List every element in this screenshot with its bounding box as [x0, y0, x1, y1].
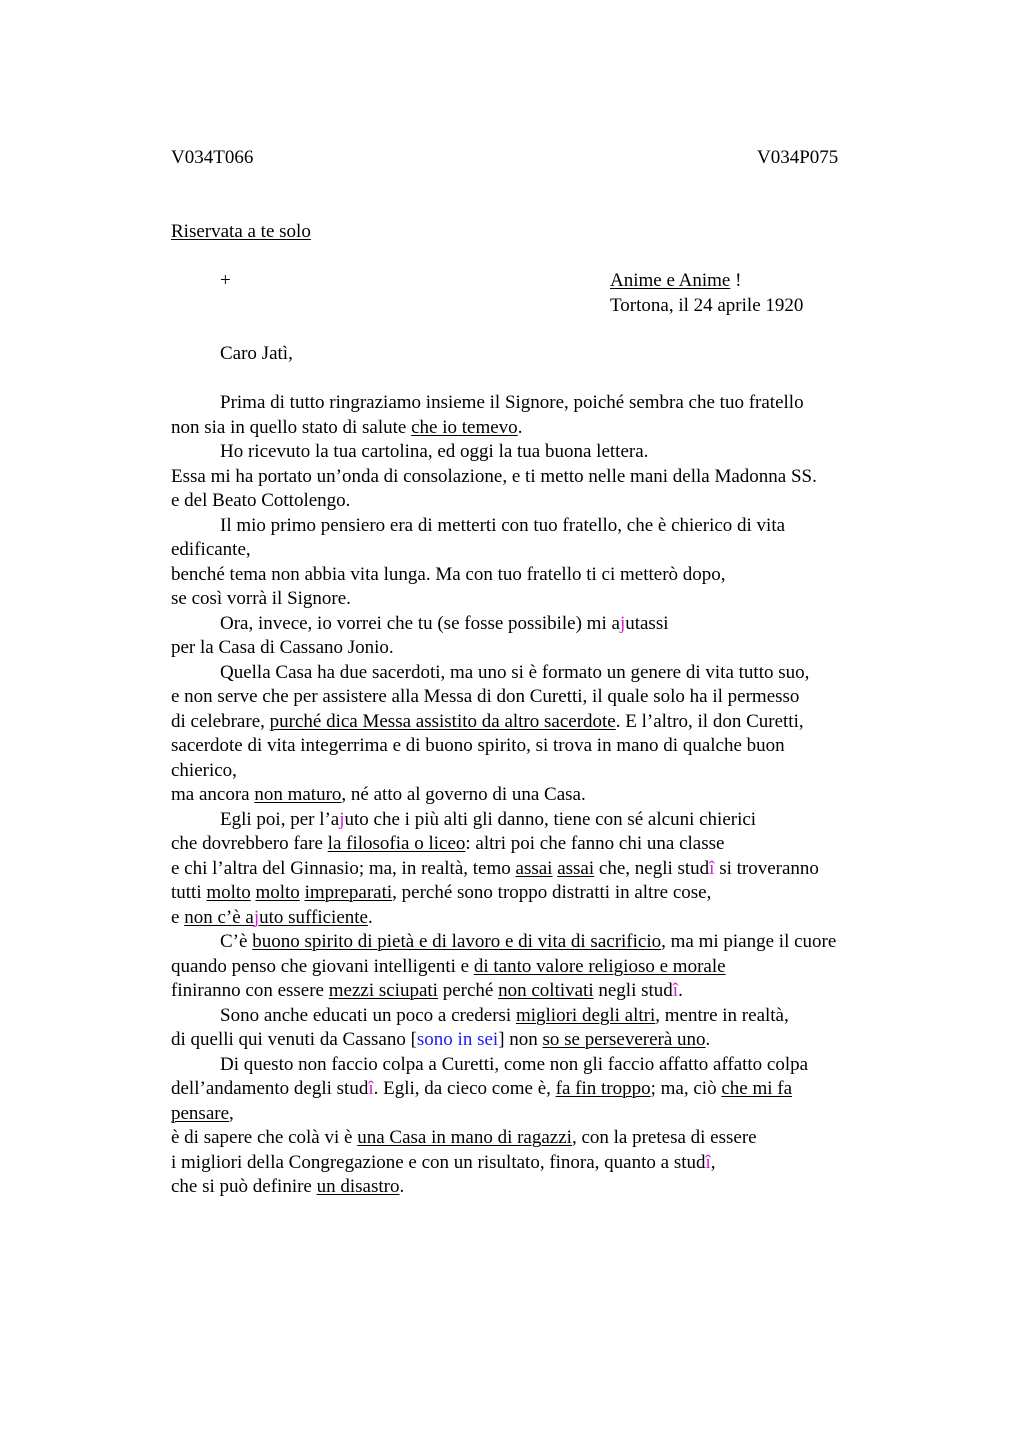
letter-body: [171, 391, 911, 1200]
body-line: se così vorrà il Signore.: [171, 588, 351, 609]
body-line: C’è buono spirito di pietà e di lavoro e di vita di sacrificio, ma mi piange il cuore: [220, 931, 837, 952]
body-line: e chi l’altra del Ginnasio; ma, in realtà, temo assai assai che, negli studî si troveranno: [171, 857, 819, 879]
body-line: chierico,: [171, 759, 237, 781]
body-line: tutti molto molto impreparati, perché sono troppo distratti in altre cose,: [171, 882, 712, 903]
body-line: Di questo non faccio colpa a Curetti, come non gli faccio affatto affatto colpa: [220, 1053, 809, 1075]
body-line: di quelli qui venuti da Cassano [sono in sei] non so se persevererà uno.: [171, 1029, 711, 1050]
body-line: pensare,: [171, 1102, 234, 1124]
body-line: e non c’è ajuto sufficiente.: [171, 906, 373, 928]
reserved-label: Riservata a te solo: [171, 221, 311, 242]
body-line: Ora, invece, io vorrei che tu (se fosse possibile) mi ajutassi: [220, 612, 669, 634]
body-line: ma ancora non maturo, né atto al governo di una Casa.: [171, 784, 586, 805]
body-line: quando penso che giovani intelligenti e di tanto valore religioso e morale: [171, 955, 726, 977]
body-line: i migliori della Congregazione e con un risultato, finora, quanto a studî,: [171, 1151, 716, 1173]
body-line: edificante,: [171, 539, 251, 560]
body-line: sacerdote di vita integerrima e di buono spirito, si trova in mano di qualche buon: [171, 735, 785, 756]
body-line: e non serve che per assistere alla Messa di don Curetti, il quale solo ha il permesso: [171, 686, 800, 707]
salutation: Caro Jatì,: [220, 343, 293, 364]
body-line: per la Casa di Cassano Jonio.: [171, 637, 394, 658]
salutation-block: [171, 342, 911, 367]
body-line: è di sapere che colà vi è una Casa in mano di ragazzi, con la pretesa di essere: [171, 1127, 757, 1148]
body-line: e del Beato Cottolengo.: [171, 490, 351, 511]
body-line: non sia in quello stato di salute che io temevo.: [171, 416, 523, 438]
body-line: Quella Casa ha due sacerdoti, ma uno si è formato un genere di vita tutto suo,: [220, 661, 810, 683]
body-line: Ho ricevuto la tua cartolina, ed oggi la tua buona lettera.: [220, 441, 649, 462]
body-line: dell’andamento degli studî. Egli, da cieco come è, fa fin troppo; ma, ciò che mi fa: [171, 1078, 793, 1099]
place-date: Tortona, il 24 aprile 1920: [610, 294, 804, 316]
reserved-note: [171, 220, 911, 245]
body-line: Essa mi ha portato un’onda di consolazione, e ti metto nelle mani della Madonna SS.: [171, 465, 817, 487]
motto-text: Anime e Anime: [610, 270, 731, 291]
cross-symbol: +: [220, 270, 231, 291]
body-line: Prima di tutto ringraziamo insieme il Signore, poiché sembra che tuo fratello: [220, 392, 804, 413]
body-line: benché tema non abbia vita lunga. Ma con tuo fratello ti ci metterò dopo,: [171, 563, 726, 585]
body-line: Sono anche educati un poco a credersi migliori degli altri, mentre in realtà,: [220, 1004, 789, 1026]
body-line: che dovrebbero fare la filosofia o liceo: altri poi che fanno chi una classe: [171, 833, 725, 854]
body-line: Il mio primo pensiero era di metterti con tuo fratello, che è chierico di vita: [220, 514, 786, 536]
document-code-right: V034P075: [757, 147, 839, 168]
body-line: di celebrare, purché dica Messa assistito da altro sacerdote. E l’altro, il don Curetti,: [171, 710, 804, 732]
body-line: che si può definire un disastro.: [171, 1176, 405, 1197]
motto: Anime e Anime !: [610, 270, 742, 291]
body-line: Egli poi, per l’ajuto che i più alti gli danno, tiene con sé alcuni chierici: [220, 808, 757, 830]
document-code-left: V034T066: [171, 147, 254, 168]
heading-right: [610, 269, 803, 318]
body-line: finiranno con essere mezzi sciupati perché non coltivati negli studî.: [171, 980, 683, 1001]
